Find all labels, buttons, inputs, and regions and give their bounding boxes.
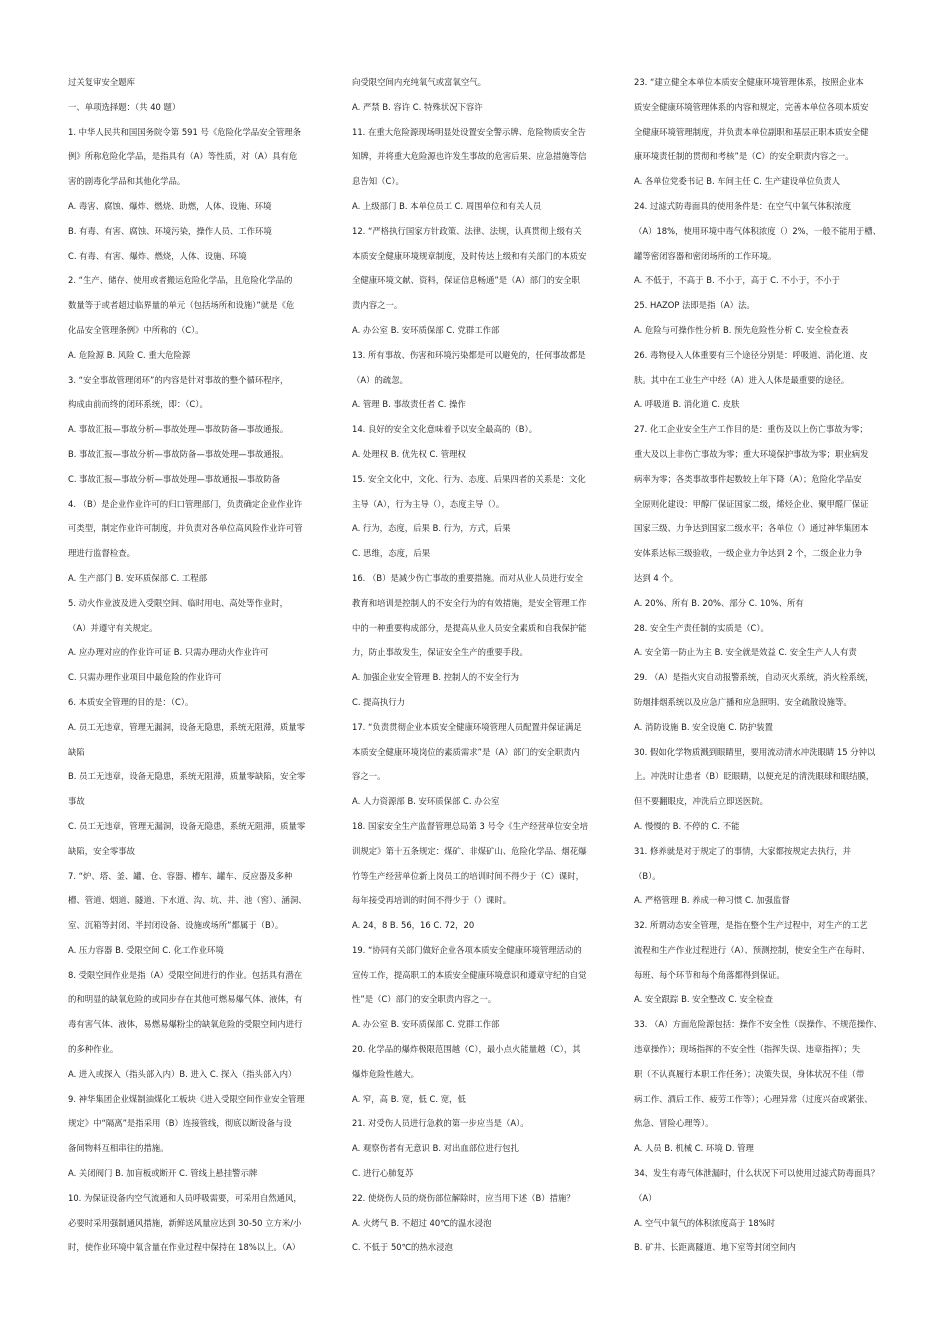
text-line: 罐等密闭容器和密闭场所的工作环境。 bbox=[634, 250, 777, 261]
text-line: 6. 本质安全管理的目的是：（C）。 bbox=[68, 696, 194, 707]
text-line: A. 办公室 B. 安环质保部 C. 党群工作部 bbox=[352, 1019, 500, 1030]
text-line: 训规定》第十五条规定：煤矿、非煤矿山、危险化学品、烟花爆 bbox=[352, 845, 587, 856]
text-line: 33. （A）方面危险源包括：操作不安全性（误操作、不规范操作、 bbox=[634, 1019, 882, 1030]
text-line: 备间物料互相串往的措施。 bbox=[68, 1143, 169, 1154]
text-line: A. 关闭阀门 B. 加盲板或断开 C. 管线上悬挂警示牌 bbox=[68, 1168, 258, 1179]
text-line: 数量等于或者超过临界量的单元（包括场所和设施）”就是《危 bbox=[68, 300, 295, 311]
text-line: 职（不认真履行本职工作任务）；决策失误，身体状况不佳（带 bbox=[634, 1068, 865, 1079]
text-line: 18. 国家安全生产监督管理总局第 3 号令《生产经营单位安全培 bbox=[352, 820, 589, 831]
text-line: 的多种作业。 bbox=[68, 1044, 119, 1055]
text-line: A. 人员 B. 机械 C. 环境 D. 管理 bbox=[634, 1143, 754, 1154]
text-line: 但不要翻眼皮，冲洗后立即送医院。 bbox=[634, 796, 768, 807]
text-line: 8. 受限空间作业是指（A）受限空间进行的作业。包括具有潜在 bbox=[68, 969, 303, 980]
text-line: 14. 良好的安全文化意味着予以安全最高的（B）。 bbox=[352, 424, 538, 435]
text-line: C. 进行心肺复苏 bbox=[352, 1168, 414, 1179]
text-line: A. 安全跟踪 B. 安全整改 C. 安全检查 bbox=[634, 994, 773, 1005]
text-line: 32. 所谓动态安全管理，是指在整个生产过程中，对生产的工艺 bbox=[634, 920, 868, 931]
text-line: 13. 所有事故、伤害和环境污染都是可以避免的，任何事故都是 bbox=[352, 349, 586, 360]
text-line: 违章操作）；现场指挥的不安全性（指挥失误、违章指挥）；失 bbox=[634, 1044, 861, 1055]
text-line: 国家三级、力争达到国家二级水平；各单位（）通过神华集团本 bbox=[634, 523, 869, 534]
text-line: A. 24，8 B. 56，16 C. 72，20 bbox=[352, 920, 475, 931]
text-line: 26. 毒物侵入人体重要有三个途径分别是：呼吸道、消化道、皮 bbox=[634, 349, 868, 360]
text-line: A. 进入或探入（指头部入内）B. 进入 C. 探入（指头部入内） bbox=[68, 1068, 297, 1079]
text-line: 23. “建立健全本单位本质安全健康环境管理体系，按照企业本 bbox=[634, 77, 864, 87]
text-line: 34、发生有毒气体泄漏时，什么状况下可以使用过滤式防毒面具？ bbox=[634, 1168, 880, 1179]
text-line: 病工作、酒后工作、疲劳工作等）；心理异常（过度兴奋或紧张、 bbox=[634, 1093, 873, 1104]
text-line: 全健康环境管理制度，并负责本单位副职和基层正职本质安全健 bbox=[634, 126, 869, 137]
text-line: 20. 化学品的爆炸极限范围越（C），最小点火能量越（C），其 bbox=[352, 1044, 581, 1055]
text-line: 24. 过滤式防毒面具的使用条件是：在空气中氧气体积浓度 bbox=[634, 200, 851, 211]
text-line: 教育和培训是控制人的不安全行为的有效措施，是安全管理工作 bbox=[352, 597, 587, 608]
text-line: 化品安全管理条例》中所称的（C）。 bbox=[68, 324, 204, 335]
text-line: 5. 动火作业波及进入受限空间、临时用电、高处等作业时， bbox=[68, 597, 289, 608]
text-line: 27. 化工企业安全生产工作目的是：重伤及以上伤亡事故为零； bbox=[634, 424, 868, 435]
text-line: 病率为零；各类事故事件起数较上年下降（A）；危险化学品安 bbox=[634, 473, 862, 484]
text-line: 31. 修养就是对于规定了的事情，大家都按规定去执行，并 bbox=[634, 845, 851, 856]
text-line: 质安全健康环境管理体系的内容和规定，完善本单位各项本质安 bbox=[634, 101, 869, 112]
text-line: 过关复审安全题库 bbox=[68, 77, 135, 87]
text-line: 向受限空间内充纯氧气或富氧空气。 bbox=[352, 77, 486, 87]
text-line: 安体系达标三级验收，一级企业力争达到 2 个，二级企业力争 bbox=[634, 548, 863, 559]
text-line: 缺陷，安全零事故 bbox=[68, 845, 135, 856]
text-line: 害的剧毒化学品和其他化学品。 bbox=[68, 176, 186, 187]
text-line: A. 行为，态度，后果 B. 行为，方式，后果 bbox=[352, 523, 511, 534]
column-right bbox=[634, 70, 909, 1260]
text-line: 毒有害气体、液体，易燃易爆粉尘的缺氧危险的受限空间内进行 bbox=[68, 1019, 303, 1030]
text-line: （A）18%，使用环境中毒气体积浓度（）2%，一般不能用于槽、 bbox=[634, 225, 882, 236]
text-line: 9. 神华集团企业煤制油煤化工板块《进入受限空间作业安全管理 bbox=[68, 1093, 305, 1104]
text-line: 必要时采用强制通风措施，新鲜送风量应达到 30-50 立方米/小 bbox=[68, 1217, 302, 1228]
text-line: C. 只需办理作业项目中最危险的作业许可 bbox=[68, 672, 222, 683]
text-line: 例》所称危险化学品，是指具有（A）等性质，对（A）具有危 bbox=[68, 151, 298, 162]
text-line: （A）并遵守有关规定。 bbox=[68, 622, 158, 633]
text-line: 25. HAZOP 法即是指（A）法。 bbox=[634, 300, 755, 311]
text-line: 12. “严格执行国家方针政策、法律、法规，认真贯彻上级有关 bbox=[352, 225, 582, 236]
text-line: A. 呼吸道 B. 消化道 C. 皮肤 bbox=[634, 399, 740, 410]
text-line: A. 窄，高 B. 宽，低 C. 宽，低 bbox=[352, 1093, 466, 1104]
text-line: A. 消防设施 B. 安全设施 C. 防护装置 bbox=[634, 721, 773, 732]
text-line: 息告知（C）。 bbox=[352, 176, 404, 187]
text-line: A. 员工无违章，管理无漏洞，设备无隐患，系统无阻滞，质量零 bbox=[68, 721, 306, 732]
text-line: 主导（A），行为主导（），态度主导（）。 bbox=[352, 498, 505, 509]
text-line: 本质安全健康环境规章制度，及时传达上级和有关部门的本质安 bbox=[352, 250, 587, 261]
text-line: 每班、每个环节和每个角落都得到保证。 bbox=[634, 969, 785, 980]
text-line: 知牌，并将重大危险源也许发生事故的危害后果、应急措施等信 bbox=[352, 151, 587, 162]
text-line: C. 员工无违章，管理无漏洞，设备无隐患，系统无阻滞，质量零 bbox=[68, 820, 306, 831]
text-line: B. 事故汇报—事故分析—事故防备—事故处理—事故通报。 bbox=[68, 448, 289, 459]
text-line: B. 员工无违章，设备无隐患，系统无阻滞，质量零缺陷，安全零 bbox=[68, 771, 306, 782]
text-line: 室、沉箱等封闭、半封闭设备、设施或场所”都属于（B）。 bbox=[68, 920, 284, 931]
text-line: 全原则化建设：甲醇厂保证国家二级，烯烃企业、聚甲醛厂保证 bbox=[634, 498, 869, 509]
text-line: 11. 在重大危险源现场明显处设置安全警示牌、危险物质安全告 bbox=[352, 126, 586, 137]
text-line: 1. 中华人民共和国国务院令第 591 号《危险化学品安全管理条 bbox=[68, 126, 301, 137]
text-line: A. 事故汇报—事故分析—事故处理—事故防备—事故通报。 bbox=[68, 424, 289, 435]
text-line: C. 事故汇报—事故分析—事故处理—事故通报—事故防备 bbox=[68, 473, 281, 484]
text-line: A. 空气中氧气的体积浓度高于 18%时 bbox=[634, 1217, 776, 1228]
text-line: A. 压力容器 B. 受限空间 C. 化工作业环境 bbox=[68, 944, 224, 955]
text-line: 3. “安全事故管理闭环”的内容是针对事故的整个循环程序， bbox=[68, 374, 289, 385]
text-line: 性”是（C）部门的安全职责内容之一。 bbox=[352, 994, 497, 1005]
text-line: A. 火烤气 B. 不超过 40℃的温水浸泡 bbox=[352, 1217, 492, 1228]
text-line: A. 20%、所有 B. 20%、部分 C. 10%、所有 bbox=[634, 597, 804, 608]
text-line: B. 有毒、有害、腐蚀、环境污染，操作人员、工作环境 bbox=[68, 225, 272, 236]
text-line: 力，防止事故发生，保证安全生产的重要手段。 bbox=[352, 647, 528, 658]
column-left bbox=[68, 70, 343, 1260]
text-line: 宣传工作，提高职工的本质安全健康环境意识和遵章守纪的自觉 bbox=[352, 969, 587, 980]
text-line: 21. 对受伤人员进行急救的第一步应当是（A）。 bbox=[352, 1118, 529, 1129]
text-line: （A）的疏忽。 bbox=[352, 374, 408, 385]
text-line: 15. 安全文化中，文化、行为、态度、后果四者的关系是：文化 bbox=[352, 473, 586, 484]
text-line: 康环境责任制的贯彻和考核”是（C）的安全职责内容之一。 bbox=[634, 151, 854, 162]
text-line: A. 人力资源部 B. 安环质保部 C. 办公室 bbox=[352, 796, 500, 807]
text-line: A. 办公室 B. 安环质保部 C. 党群工作部 bbox=[352, 324, 500, 335]
text-line: 规定》中“隔离”是指采用（B）连接管线，彻底以断设备与设 bbox=[68, 1118, 292, 1129]
text-line: 可类型，制定作业许可制度，并负责对各单位高风险作业许可管 bbox=[68, 523, 303, 534]
text-line: A. 上级部门 B. 本单位员工 C. 周围单位和有关人员 bbox=[352, 200, 542, 211]
text-line: 本质安全健康环境岗位的素质需求”是（A）部门的安全职责内 bbox=[352, 746, 580, 757]
text-line: 肤。其中在工业生产中经（A）进入人体是最重要的途径。 bbox=[634, 374, 850, 385]
text-line: 每年接受再培训的时间不得少于（）课时。 bbox=[352, 895, 512, 906]
text-line: 爆炸危险性越大。 bbox=[352, 1068, 419, 1079]
text-line: A. 危险与可操作性分析 B. 预先危险性分析 C. 安全检查表 bbox=[634, 324, 849, 335]
text-line: 时，使作业环境中氧含量在作业过程中保持在 18%以上。（A） bbox=[68, 1242, 301, 1253]
text-line: C. 提高执行力 bbox=[352, 696, 406, 707]
text-line: 缺陷 bbox=[68, 746, 85, 757]
text-line: A. 观察伤者有无意识 B. 对出血部位进行包扎 bbox=[352, 1143, 520, 1154]
text-line: A. 慢慢的 B. 不停的 C. 不能 bbox=[634, 820, 740, 831]
text-line: 中的一种重要构成部分，是提高从业人员安全素质和自我保护能 bbox=[352, 622, 587, 633]
text-line: 一、单项选择题：（共 40 题） bbox=[68, 101, 181, 112]
text-line: C. 思维，态度，后果 bbox=[352, 548, 431, 559]
text-line: 理进行监督检查。 bbox=[68, 548, 135, 559]
text-line: 重大及以上非伤亡事故为零；重大环境保护事故为零；职业病发 bbox=[634, 448, 869, 459]
text-line: A. 应办理对应的作业许可证 B. 只需办理动火作业许可 bbox=[68, 647, 269, 658]
text-line: 达到 4 个。 bbox=[634, 572, 679, 583]
text-line: 29. （A）是指火灾自动报警系统，自动灭火系统，消火栓系统， bbox=[634, 672, 874, 683]
text-line: A. 安全第一防止为主 B. 安全就是效益 C. 安全生产人人有责 bbox=[634, 647, 857, 658]
text-line: 构成由前而终的闭环系统，即：（C）。 bbox=[68, 399, 208, 410]
text-line: A. 处理权 B. 优先权 C. 管理权 bbox=[352, 448, 466, 459]
text-line: 责内容之一。 bbox=[352, 300, 403, 311]
text-line: 22. 使烧伤人员的烧伤部位解除时，应当用下述（B）措施？ bbox=[352, 1192, 575, 1203]
text-line: A. 严格管理 B. 养成一种习惯 C. 加强监督 bbox=[634, 895, 790, 906]
text-line: 上。冲洗时让患者（B）眨眼睛，以便充足的清洗眼球和眼结膜， bbox=[634, 771, 875, 782]
text-line: A. 危险源 B. 风险 C. 重大危险源 bbox=[68, 349, 191, 360]
text-line: 防烟排烟系统以及应急广播和应急照明、安全疏散设施等。 bbox=[634, 696, 852, 707]
text-line: 竹等生产经营单位新上岗员工的培训时间不得少于（C）课时， bbox=[352, 870, 584, 881]
text-line: C. 不低于 50℃的热水浸泡 bbox=[352, 1242, 453, 1253]
text-line: 17. “负责贯彻企业本质安全健康环境管理人员配置并保证满足 bbox=[352, 721, 582, 732]
text-line: B. 矿井、长距离隧道、地下室等封闭空间内 bbox=[634, 1242, 796, 1253]
text-line: 容之一。 bbox=[352, 771, 386, 782]
text-line: 28. 安全生产责任制的实质是（C）。 bbox=[634, 622, 769, 633]
text-line: 全健康环境文献、资料，保证信息畅通”是（A）部门的安全职 bbox=[352, 275, 580, 286]
text-line: 流程和生产作业过程进行（A）、预测控制，使安全生产在每时、 bbox=[634, 944, 871, 955]
text-line: A. 各单位党委书记 B. 车间主任 C. 生产建设单位负责人 bbox=[634, 176, 840, 187]
text-line: A. 严禁 B. 容许 C. 特殊状况下容许 bbox=[352, 101, 483, 112]
text-line: （B）。 bbox=[634, 870, 661, 881]
text-line: A. 不低于，不高于 B. 不小于，高于 C. 不小于，不小于 bbox=[634, 275, 840, 286]
text-line: 2. “生产、储存、使用或者搬运危险化学品，且危险化学品的 bbox=[68, 275, 293, 286]
text-line: C. 有毒、有害、爆炸、燃烧，人体、设施、环境 bbox=[68, 250, 247, 261]
text-line: 焦急、冒险心理等）。 bbox=[634, 1118, 714, 1129]
text-line: A. 毒害、腐蚀、爆炸、燃烧、助燃，人体、设施、环境 bbox=[68, 200, 272, 211]
text-line: 槽、管道、烟道、隧道、下水道、沟、坑、井、池（窖）、涵洞、 bbox=[68, 895, 307, 906]
text-line: 的和明显的缺氧危险的或同步存在其他可燃易爆气体、液体，有 bbox=[68, 994, 303, 1005]
text-line: 10. 为保证设备内空气流通和人员呼吸需要，可采用自然通风， bbox=[68, 1192, 302, 1203]
text-line: 7. “炉、塔、釜、罐、仓、容器、槽车、罐车、反应器及多种 bbox=[68, 870, 293, 881]
text-line: A. 加强企业安全管理 B. 控制人的不安全行为 bbox=[352, 672, 520, 683]
text-line: 16. （B）是减少伤亡事故的重要措施。而对从业人员进行安全 bbox=[352, 572, 584, 583]
text-line: （A） bbox=[634, 1192, 657, 1203]
text-line: 19. “协同有关部门做好企业各项本质安全健康环境管理活动的 bbox=[352, 944, 582, 955]
column-middle bbox=[352, 70, 627, 1260]
text-line: A. 管理 B. 事故责任者 C. 操作 bbox=[352, 399, 466, 410]
text-line: 30. 假如化学物质溅到眼睛里，要用流动清水冲洗眼睛 15 分钟以 bbox=[634, 746, 876, 757]
text-line: A. 生产部门 B. 安环质保部 C. 工程部 bbox=[68, 572, 207, 583]
text-line: 事故 bbox=[68, 796, 85, 807]
text-line: 4. （B）是企业作业许可的归口管理部门，负责确定企业作业许 bbox=[68, 498, 303, 509]
